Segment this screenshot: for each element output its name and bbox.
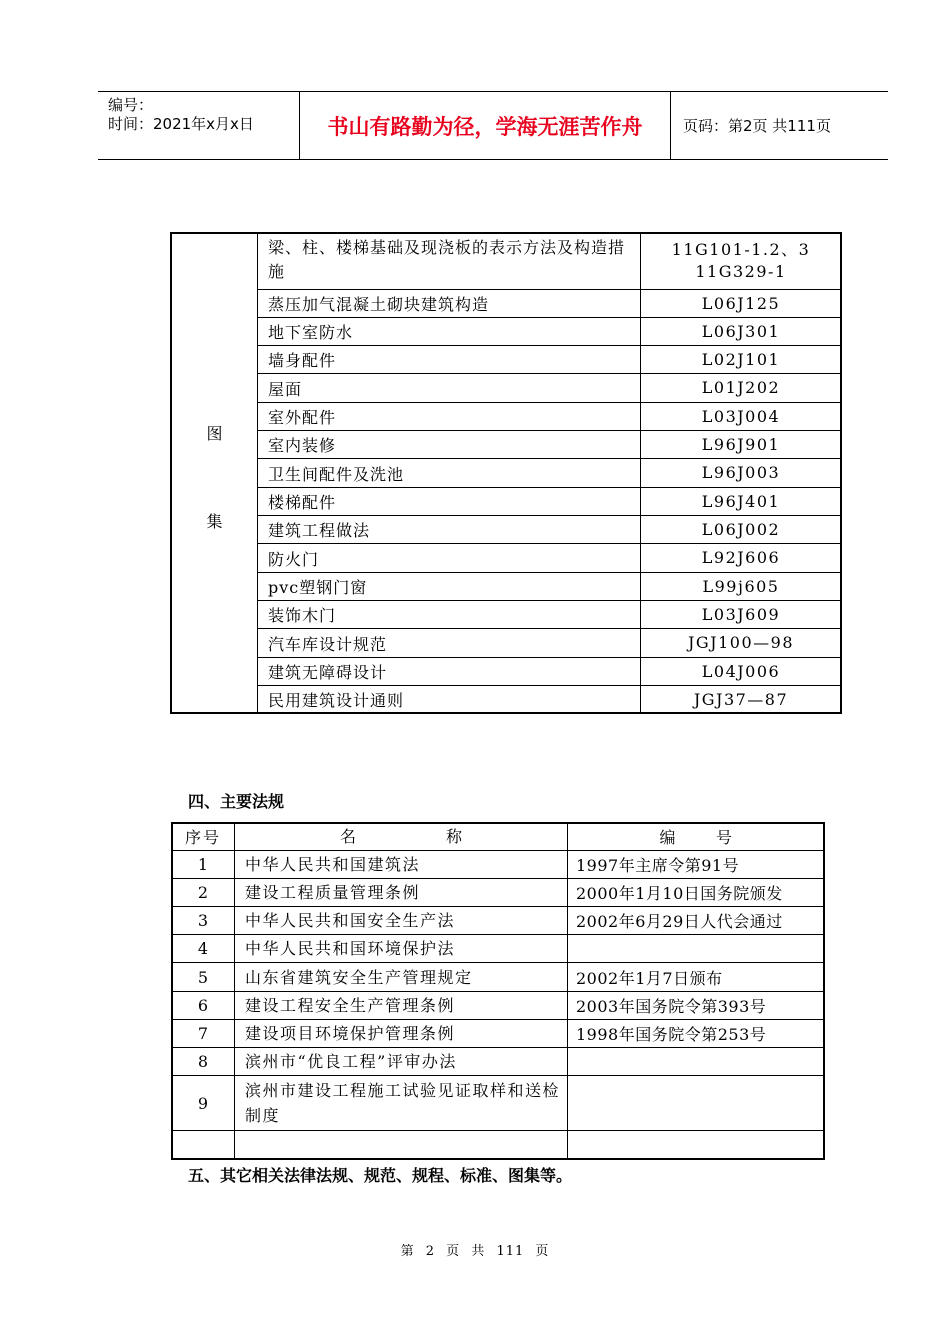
row-code: 2003年国务院令第393号	[576, 997, 767, 1016]
atlas-name: 屋面	[258, 374, 641, 402]
table-row	[258, 431, 841, 459]
row-code	[568, 1048, 824, 1075]
table-row	[258, 233, 841, 290]
table-row	[172, 935, 824, 963]
footer-total-pages: 111	[496, 1244, 525, 1259]
header-name-char: 称	[446, 827, 463, 846]
atlas-code: L02J101	[701, 349, 781, 369]
row-code: 2002年1月7日颁布	[576, 968, 723, 988]
row-code: 2002年6月29日人代会通过	[576, 912, 783, 931]
table-row	[258, 544, 841, 573]
row-name	[235, 1131, 568, 1159]
table-row	[172, 1020, 824, 1048]
atlas-code: L99j605	[702, 576, 780, 596]
table-row	[258, 629, 841, 658]
atlas-name: 防火门	[258, 544, 641, 572]
table-row	[258, 686, 841, 713]
atlas-code: L96J003	[701, 463, 781, 482]
atlas-code: L06J002	[701, 519, 781, 539]
table-row	[172, 963, 824, 992]
atlas-name: pvc塑钢门窗	[258, 573, 641, 600]
header-code-char: 号	[716, 828, 733, 847]
row-name: 建设工程质量管理条例	[235, 879, 568, 906]
regulations-table	[171, 822, 825, 1160]
atlas-category-char: 集	[206, 512, 223, 531]
atlas-code: L03J609	[701, 604, 781, 624]
row-no: 4	[172, 935, 235, 962]
header-motto: 书山有路勤为径，学海无涯苦作舟	[300, 92, 671, 159]
atlas-name: 建筑无障碍设计	[258, 658, 641, 685]
atlas-name: 汽车库设计规范	[258, 629, 641, 657]
atlas-code: JGJ37—87	[693, 689, 789, 709]
table-row	[172, 879, 824, 907]
atlas-name: 卫生间配件及洗池	[258, 459, 641, 487]
footer-text: 共	[471, 1244, 486, 1259]
table-row	[258, 488, 841, 516]
row-no: 5	[172, 963, 235, 991]
row-name: 中华人民共和国安全生产法	[235, 907, 568, 934]
page-footer	[0, 1240, 950, 1259]
row-no: 6	[172, 992, 235, 1019]
atlas-code: L96J901	[701, 434, 781, 454]
atlas-name: 室外配件	[258, 403, 641, 430]
table-header-row	[172, 823, 824, 851]
row-code	[568, 1131, 824, 1159]
atlas-code: L96J401	[701, 491, 781, 511]
atlas-category-cell	[171, 233, 258, 713]
serial-label: 编号：	[108, 96, 154, 114]
header-name-char: 名	[339, 827, 356, 846]
row-code	[568, 935, 824, 962]
table-row	[258, 573, 841, 601]
row-no: 3	[172, 907, 235, 934]
footer-text: 页	[446, 1244, 461, 1259]
atlas-name: 蒸压加气混凝土砌块建筑构造	[258, 290, 641, 317]
atlas-name: 民用建筑设计通则	[258, 686, 641, 713]
row-name: 滨州市“优良工程”评审办法	[235, 1048, 568, 1075]
atlas-name: 装饰木门	[258, 601, 641, 628]
row-code: 1998年国务院令第253号	[576, 1025, 767, 1044]
row-no: 1	[172, 851, 235, 878]
row-name: 山东省建筑安全生产管理规定	[235, 963, 568, 991]
atlas-name: 室内装修	[258, 431, 641, 458]
atlas-code: JGJ100—98	[687, 633, 794, 652]
table-row	[172, 992, 824, 1020]
header-name	[235, 823, 568, 850]
atlas-code: L92J606	[701, 548, 781, 567]
atlas-code: L06J125	[701, 293, 781, 313]
row-code	[568, 1076, 824, 1130]
atlas-name: 建筑工程做法	[258, 516, 641, 543]
row-name: 建设项目环境保护管理条例	[235, 1020, 568, 1047]
table-row	[258, 374, 841, 403]
atlas-code-line: 11G101-1.2、3	[671, 240, 811, 259]
footer-page-number: 2	[425, 1244, 435, 1259]
footer-text: 页	[535, 1244, 550, 1259]
section-heading: 四、主要法规	[188, 792, 285, 811]
row-no	[172, 1131, 235, 1159]
atlas-code-line: 11G329-1	[695, 262, 787, 281]
atlas-code: L06J301	[701, 321, 781, 341]
table-row	[258, 658, 841, 686]
table-row	[172, 851, 824, 879]
table-row	[258, 346, 841, 374]
table-row	[258, 403, 841, 431]
table-row	[172, 1076, 824, 1131]
row-no: 9	[172, 1076, 235, 1130]
atlas-code	[641, 233, 841, 289]
row-code: 2000年1月10日国务院颁发	[576, 884, 783, 903]
table-row	[258, 290, 841, 318]
atlas-name: 墙身配件	[258, 346, 641, 373]
row-name: 建设工程安全生产管理条例	[235, 992, 568, 1019]
table-row	[258, 601, 841, 629]
atlas-code: L03J004	[701, 406, 781, 426]
atlas-name: 地下室防水	[258, 318, 641, 345]
atlas-name: 楼梯配件	[258, 488, 641, 515]
header-no: 序号	[172, 823, 235, 850]
section-heading: 五、其它相关法律法规、规范、规程、标准、图集等。	[188, 1166, 573, 1185]
table-row	[258, 459, 841, 488]
row-code: 1997年主席令第91号	[576, 856, 740, 875]
atlas-table	[170, 232, 842, 714]
atlas-name: 梁、柱、楼梯基础及现浇板的表示方法及构造措施	[258, 233, 641, 289]
table-row	[172, 1048, 824, 1076]
row-no: 7	[172, 1020, 235, 1047]
row-name: 滨州市建设工程施工试验见证取样和送检制度	[235, 1076, 568, 1130]
header-code-char: 编	[659, 828, 676, 847]
footer-text: 第	[400, 1244, 415, 1259]
table-row	[258, 318, 841, 346]
row-name: 中华人民共和国环境保护法	[235, 935, 568, 962]
row-no: 8	[172, 1048, 235, 1075]
atlas-code: L04J006	[701, 661, 781, 681]
header-code	[568, 823, 824, 850]
table-row	[172, 907, 824, 935]
row-name: 中华人民共和国建筑法	[235, 851, 568, 878]
header-meta	[98, 92, 300, 159]
row-no: 2	[172, 879, 235, 906]
atlas-category-char: 图	[206, 424, 223, 443]
table-row	[258, 516, 841, 544]
page-header	[98, 91, 888, 160]
table-row	[172, 1131, 824, 1159]
header-page-info: 页码：第2页 共111页	[683, 117, 831, 135]
atlas-code: L01J202	[701, 378, 781, 397]
time-label: 时间：2021年x月x日	[108, 115, 254, 133]
